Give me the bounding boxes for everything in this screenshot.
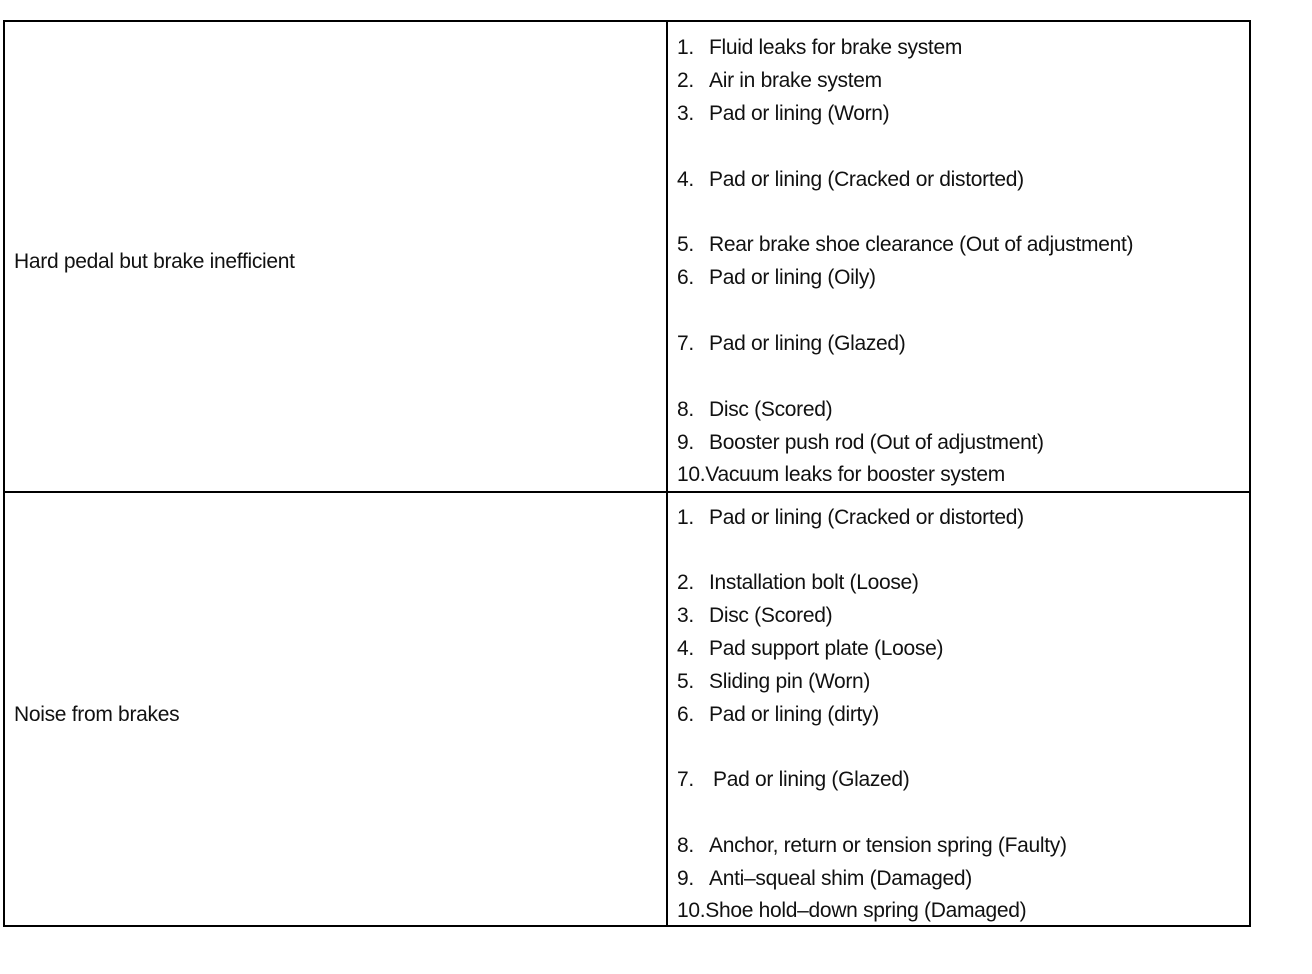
cause-number: 9. [677,431,694,454]
cause-item [677,431,1044,455]
cause-number: 7. [677,332,694,355]
cause-number: 2. [677,69,694,92]
cause-text: Installation bolt (Loose) [709,571,919,594]
symptom-cell: Noise from brakes [14,703,180,726]
table-row [5,22,1249,493]
cause-item [677,463,1005,487]
cause-text: Disc (Scored) [709,604,833,627]
cause-text: Anchor, return or tension spring (Faulty) [709,834,1067,857]
troubleshooting-table [3,20,1251,927]
cause-item [677,867,972,891]
cause-text: Pad or lining (Oily) [709,266,876,289]
cause-text: Shoe hold–down spring (Damaged) [705,899,1027,922]
cause-number: 5. [677,233,694,256]
cause-number: 10. [677,463,706,486]
cause-text: Vacuum leaks for booster system [705,463,1005,486]
cause-item [677,637,943,661]
cause-number: 1. [677,36,694,59]
cause-number: 2. [677,571,694,594]
cause-item [677,69,882,93]
cause-item [677,703,879,727]
cause-item [677,102,889,126]
cause-number: 3. [677,604,694,627]
cause-item [677,332,906,356]
cause-number: 5. [677,670,694,693]
cause-item [677,834,1067,858]
cause-number: 6. [677,703,694,726]
cause-text: Pad or lining (dirty) [709,703,879,726]
cause-number: 7. [677,768,694,791]
cause-number: 9. [677,867,694,890]
symptom-cell: Hard pedal but brake inefficient [14,250,295,273]
cause-item [677,506,1024,530]
cause-item [677,398,832,422]
cause-text: Disc (Scored) [709,398,833,421]
column-divider [666,493,668,927]
cause-text: Anti–squeal shim (Damaged) [709,867,972,890]
cause-number: 3. [677,102,694,125]
cause-number: 8. [677,398,694,421]
cause-text: Air in brake system [709,69,882,92]
cause-number: 8. [677,834,694,857]
cause-text: Pad or lining (Worn) [709,102,890,125]
cause-number: 1. [677,506,694,529]
cause-text: Pad or lining (Cracked or distorted) [709,506,1024,529]
cause-item [677,233,1133,257]
cause-text: Pad or lining (Glazed) [713,768,910,791]
cause-item [677,670,870,694]
cause-item [677,168,1024,192]
table-row [5,493,1249,927]
cause-text: Pad or lining (Cracked or distorted) [709,168,1024,191]
cause-item [677,768,910,792]
cause-number: 4. [677,168,694,191]
cause-text: Fluid leaks for brake system [709,36,963,59]
cause-number: 10. [677,899,706,922]
cause-item [677,266,876,290]
column-divider [666,22,668,491]
cause-item [677,899,1026,923]
cause-item [677,604,832,628]
cause-item [677,571,919,595]
cause-text: Sliding pin (Worn) [709,670,871,693]
cause-number: 6. [677,266,694,289]
cause-text: Rear brake shoe clearance (Out of adjustment) [709,233,1134,256]
cause-text: Booster push rod (Out of adjustment) [709,431,1044,454]
cause-text: Pad support plate (Loose) [709,637,944,660]
cause-item [677,36,962,60]
cause-number: 4. [677,637,694,660]
cause-text: Pad or lining (Glazed) [709,332,906,355]
